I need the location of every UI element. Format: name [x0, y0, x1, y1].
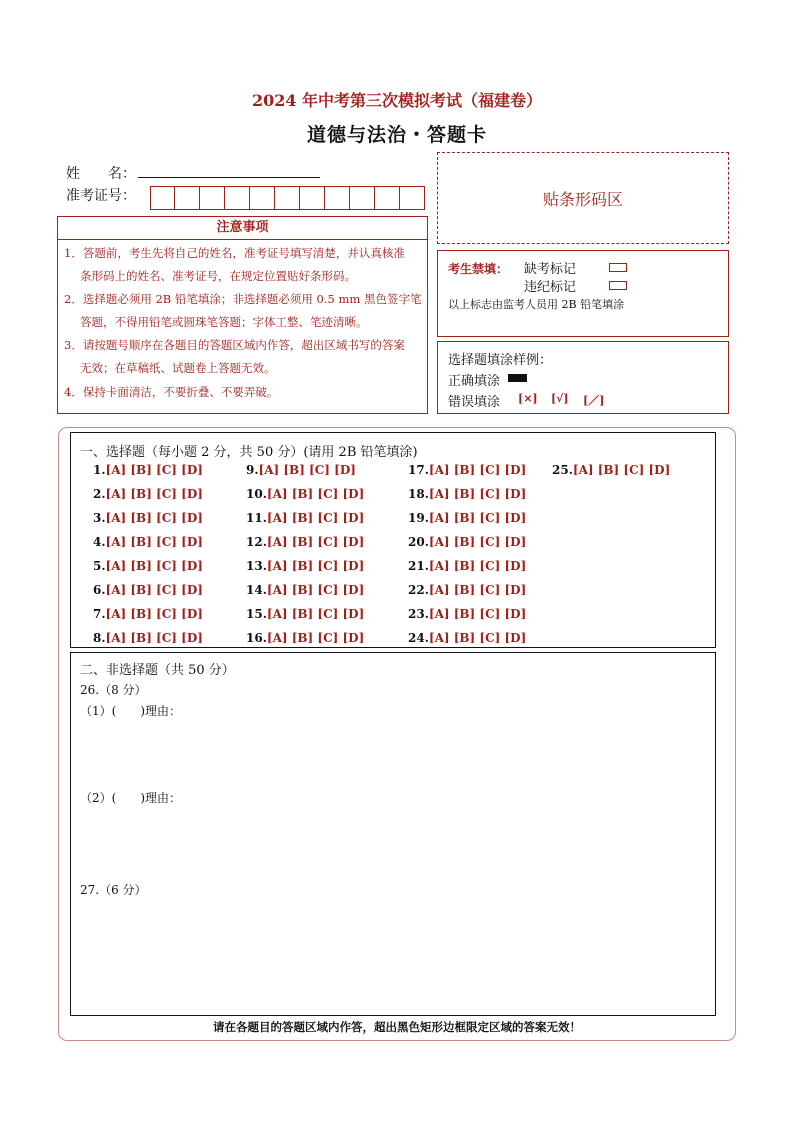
choice-question-7[interactable]: [93, 607, 203, 621]
choice-question-12[interactable]: [246, 535, 364, 549]
forbid-box: [437, 250, 729, 337]
question-number: 20.: [408, 535, 429, 549]
question-number: 11.: [246, 511, 267, 525]
violation-mark-label: 违纪标记: [524, 280, 577, 295]
choice-question-21[interactable]: [408, 559, 526, 573]
choice-question-22[interactable]: [408, 583, 526, 597]
nonchoice-section-title: 二、非选择题（共 50 分）: [80, 663, 235, 678]
q26-1-label: （1）( )理由：: [80, 704, 181, 718]
barcode-label: 贴条形码区: [542, 189, 623, 209]
question-number: 5.: [93, 559, 106, 573]
choice-question-13[interactable]: [246, 559, 364, 573]
choice-question-20[interactable]: [408, 535, 526, 549]
answer-options[interactable]: [A] [B] [C] [D]: [266, 511, 365, 525]
answer-options[interactable]: [A] [B] [C] [D]: [428, 511, 527, 525]
answer-options[interactable]: [A] [B] [C] [D]: [428, 631, 527, 645]
question-number: 2.: [93, 487, 106, 501]
answer-options[interactable]: [A] [B] [C] [D]: [105, 487, 203, 501]
id-label: 准考证号：: [66, 188, 136, 204]
answer-options[interactable]: [A] [B] [C] [D]: [105, 583, 203, 597]
note-line: 2．选择题必须用 2B 铅笔填涂；非选择题必须用 0.5 mm 黑色签字笔: [64, 292, 422, 306]
card-title: 道德与法治・答题卡: [306, 124, 487, 146]
answer-options[interactable]: [A] [B] [C] [D]: [266, 583, 365, 597]
question-number: 14.: [246, 583, 267, 597]
question-number: 15.: [246, 607, 267, 621]
question-number: 21.: [408, 559, 429, 573]
question-number: 22.: [408, 583, 429, 597]
id-digit-box[interactable]: [200, 186, 225, 210]
choice-question-4[interactable]: [93, 535, 203, 549]
exam-title: 2024 年中考第三次模拟考试（福建卷）: [251, 91, 543, 110]
choice-question-25[interactable]: [552, 463, 670, 477]
choice-question-16[interactable]: [246, 631, 364, 645]
wrong-mark-cross: [×]: [518, 392, 538, 405]
answer-options[interactable]: [A] [B] [C] [D]: [428, 463, 527, 477]
choice-question-24[interactable]: [408, 631, 526, 645]
choice-question-8[interactable]: [93, 631, 203, 645]
answer-options[interactable]: [A] [B] [C] [D]: [105, 463, 203, 477]
note-item: [64, 288, 424, 334]
id-digit-box[interactable]: [150, 186, 175, 210]
answer-options[interactable]: [A] [B] [C] [D]: [266, 607, 365, 621]
q26-2-label: （2）( )理由：: [80, 791, 181, 805]
note-line: 3．请按题号顺序在各题目的答题区域内作答，超出区域书写的答案: [64, 338, 405, 352]
answer-options[interactable]: [A] [B] [C] [D]: [428, 559, 527, 573]
id-digit-box[interactable]: [275, 186, 300, 210]
choice-question-1[interactable]: [93, 463, 203, 477]
question-number: 1.: [93, 463, 106, 477]
answer-options[interactable]: [A] [B] [C] [D]: [105, 607, 203, 621]
note-line: 1．答题前，考生先将自己的姓名，准考证号填写清楚，并认真核准: [64, 246, 405, 260]
barcode-area: [437, 152, 729, 244]
answer-options[interactable]: [A] [B] [C] [D]: [266, 535, 365, 549]
choice-question-15[interactable]: [246, 607, 364, 621]
answer-options[interactable]: [A] [B] [C] [D]: [428, 583, 527, 597]
q27-label: 27.（6 分）: [80, 883, 147, 897]
nonchoice-section: [70, 652, 716, 1016]
q26-label: 26.（8 分）: [80, 683, 147, 697]
sample-box: [437, 341, 729, 414]
choice-question-9[interactable]: [246, 463, 356, 477]
exam-id-boxes[interactable]: [150, 186, 425, 210]
footer-warning: 请在各题目的答题区域内作答，超出黑色矩形边框限定区域的答案无效！: [213, 1020, 581, 1034]
answer-options[interactable]: [A] [B] [C] [D]: [105, 535, 203, 549]
note-line: 条形码上的姓名、准考证号，在规定位置贴好条形码。: [80, 269, 356, 283]
choice-question-3[interactable]: [93, 511, 203, 525]
question-number: 8.: [93, 631, 106, 645]
choice-question-14[interactable]: [246, 583, 364, 597]
choice-question-2[interactable]: [93, 487, 203, 501]
answer-options[interactable]: [A] [B] [C] [D]: [266, 631, 365, 645]
answer-options[interactable]: [A] [B] [C] [D]: [105, 559, 203, 573]
wrong-mark-check: [√]: [551, 392, 569, 405]
answer-options[interactable]: [A] [B] [C] [D]: [266, 487, 365, 501]
note-line: 4．保持卡面清洁，不要折叠、不要弄破。: [64, 385, 279, 399]
id-digit-box[interactable]: [225, 186, 250, 210]
correct-fill-label: 正确填涂: [448, 374, 501, 389]
forbid-label: 考生禁填：: [448, 262, 509, 276]
notes-box: [57, 216, 428, 414]
answer-options[interactable]: [A] [B] [C] [D]: [428, 535, 527, 549]
id-digit-box[interactable]: [375, 186, 400, 210]
note-line: 答题，不得用铅笔或圆珠笔答题；字体工整、笔迹清晰。: [80, 315, 368, 329]
id-digit-box[interactable]: [350, 186, 375, 210]
choice-section-title: 一、选择题（每小题 2 分，共 50 分）(请用 2B 铅笔填涂): [80, 445, 418, 460]
choice-question-19[interactable]: [408, 511, 526, 525]
note-line: 无效；在草稿纸、试题卷上答题无效。: [80, 361, 276, 375]
correct-fill-sample: [508, 374, 527, 382]
question-number: 7.: [93, 607, 106, 621]
question-number: 23.: [408, 607, 429, 621]
note-item: [64, 334, 424, 380]
choice-section: [70, 432, 716, 648]
choice-question-18[interactable]: [408, 487, 526, 501]
question-number: 18.: [408, 487, 429, 501]
question-number: 24.: [408, 631, 429, 645]
question-number: 10.: [246, 487, 267, 501]
name-label: 姓 名：: [66, 166, 136, 182]
question-number: 4.: [93, 535, 106, 549]
choice-question-6[interactable]: [93, 583, 203, 597]
id-digit-box[interactable]: [175, 186, 200, 210]
answer-options[interactable]: [A] [B] [C] [D]: [428, 487, 527, 501]
id-digit-box[interactable]: [325, 186, 350, 210]
answer-options[interactable]: [A] [B] [C] [D]: [428, 607, 527, 621]
choice-question-11[interactable]: [246, 511, 364, 525]
choice-question-5[interactable]: [93, 559, 203, 573]
choice-question-17[interactable]: [408, 463, 526, 477]
notes-heading: 注意事项: [58, 217, 427, 240]
id-digit-box[interactable]: [250, 186, 275, 210]
forbid-note: 以上标志由监考人员用 2B 铅笔填涂: [448, 298, 625, 311]
answer-options[interactable]: [A] [B] [C] [D]: [105, 511, 203, 525]
question-number: 16.: [246, 631, 267, 645]
choice-question-10[interactable]: [246, 487, 364, 501]
answer-options[interactable]: [A] [B] [C] [D]: [572, 463, 671, 477]
sample-heading: 选择题填涂样例：: [448, 353, 553, 368]
question-number: 17.: [408, 463, 429, 477]
answer-options[interactable]: [A] [B] [C] [D]: [258, 463, 356, 477]
question-number: 6.: [93, 583, 106, 597]
note-item: [64, 242, 424, 288]
question-number: 3.: [93, 511, 106, 525]
note-item: [64, 381, 424, 404]
answer-options[interactable]: [A] [B] [C] [D]: [105, 631, 203, 645]
answer-options[interactable]: [A] [B] [C] [D]: [266, 559, 365, 573]
wrong-fill-label: 错误填涂: [448, 395, 501, 410]
absent-mark-box[interactable]: [609, 263, 627, 272]
id-digit-box[interactable]: [400, 186, 425, 210]
question-number: 25.: [552, 463, 573, 477]
question-number: 12.: [246, 535, 267, 549]
question-number: 19.: [408, 511, 429, 525]
wrong-mark-slash: [／]: [583, 394, 605, 407]
absent-mark-label: 缺考标记: [524, 262, 577, 277]
question-number: 9.: [246, 463, 259, 477]
violation-mark-box[interactable]: [609, 281, 627, 290]
choice-question-23[interactable]: [408, 607, 526, 621]
id-digit-box[interactable]: [300, 186, 325, 210]
question-number: 13.: [246, 559, 267, 573]
name-field[interactable]: [138, 176, 320, 178]
